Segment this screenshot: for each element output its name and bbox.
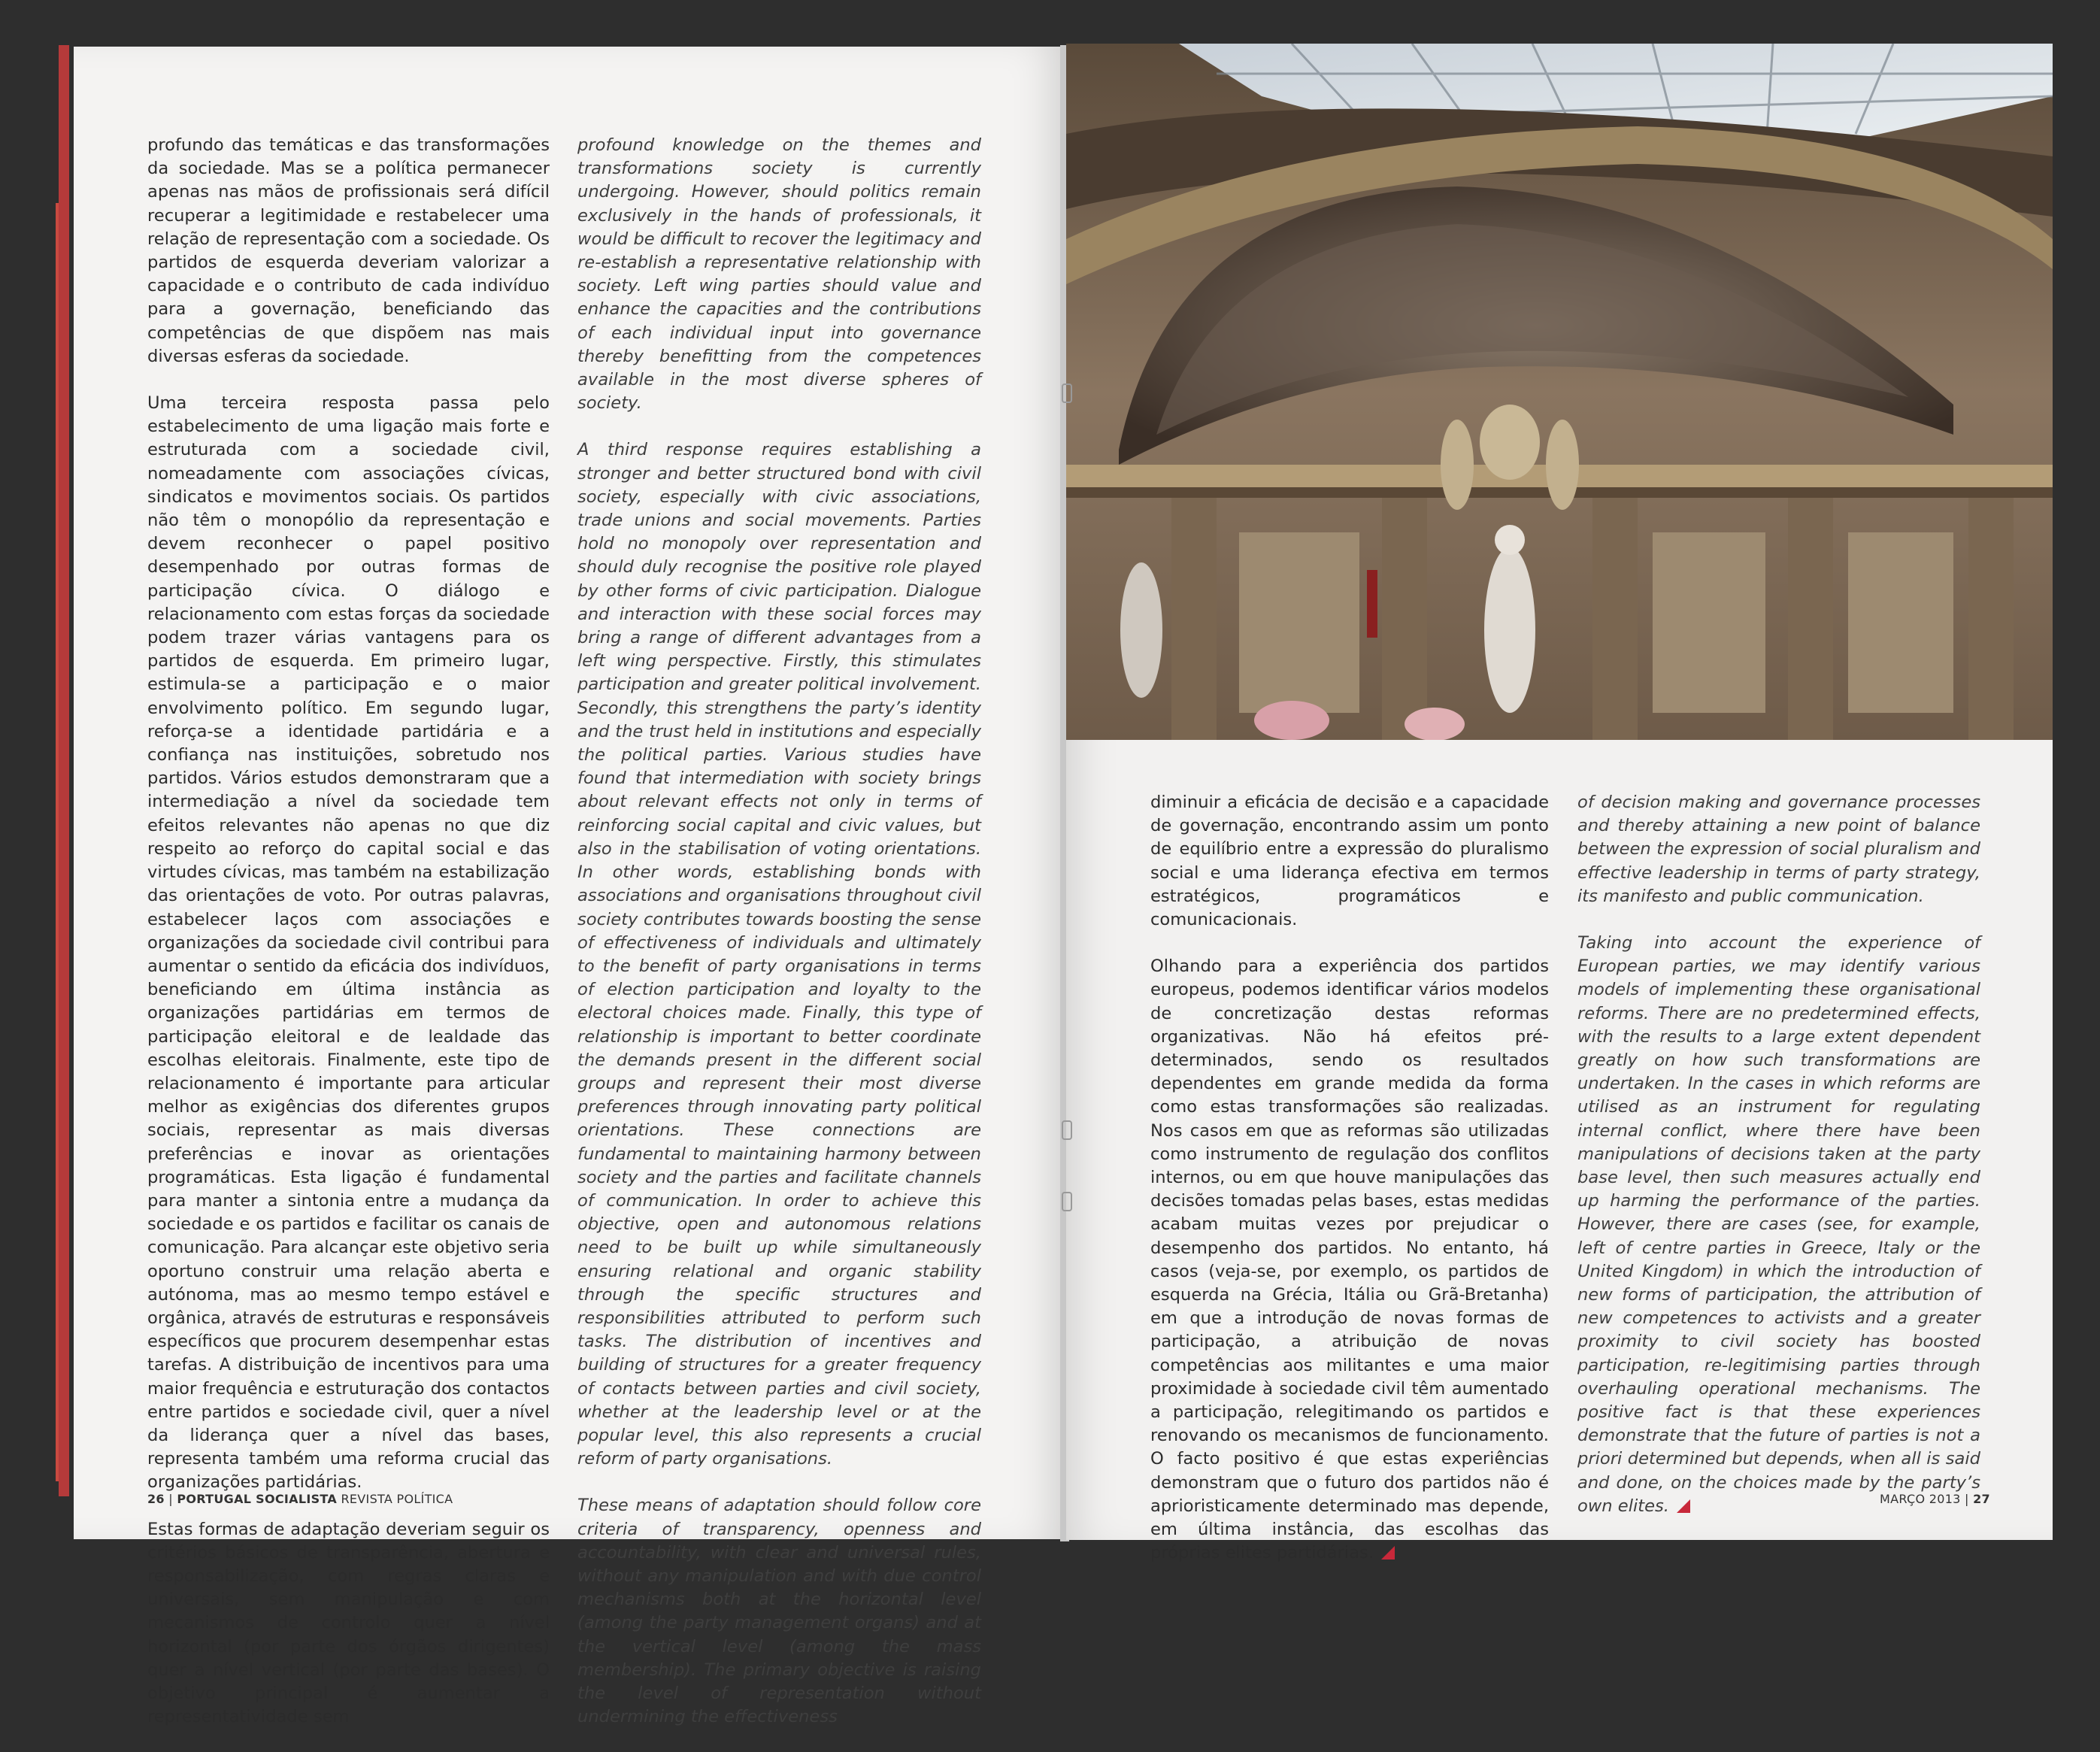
footer-right: MARÇO 2013 | 27 [1880, 1492, 1990, 1506]
publication-title: PORTUGAL SOCIALISTA [177, 1492, 338, 1506]
paragraph-text: Olhando para a experiência dos partidos europeus, podemos identificar vários modelos de concretização destas reformas organizativas. Não há efeitos pré-determinados, sendo os resultados dependentes em grande medida da forma como estas transformações são realizadas. Nos casos em que as reformas são utilizadas como instrumento de regulação dos conflitos internos, ou em que houve manipulações das decisões tomadas pelas bases, estas medidas acabam muitas vezes por prejudicar o desempenho dos partidos. No entanto, há casos (veja-se, por exemplo, os partidos de esquerda na Grécia, Itália ou Grã-Bretanha) em que a introdução de novas formas de participação, a atribuição de novas competências aos militantes e uma maior proximidade à sociedade civil têm aumentado a participação, relegitimando os partidos e renovando os mecanismos de funcionamento. O facto positivo é que estas experiências demonstram que o futuro dos partidos não é aprioristicamente determinado mas depende, em última instância, das escolhas das próprias elites partidárias. [1150, 956, 1549, 1563]
footer-left: 26 | PORTUGAL SOCIALISTA REVISTA POLÍTICA [147, 1492, 453, 1506]
paragraph: of decision making and governance processes and thereby attaining a new point of balance between the expression of social pluralism and effective leadership in terms of party strategy, its manifesto and public communication. [1577, 793, 1980, 906]
article-column-portuguese-right [1150, 791, 1549, 1589]
end-mark-icon [1677, 1499, 1690, 1513]
paragraph: profundo das temáticas e das transformações da sociedade. Mas se a política permanecer apenas nas mãos de profissionais será difícil recuperar a legitimidade e restabelecer uma relação de representação com a sociedade. Os partidos de esquerda deveriam valorizar a capacidade e o contributo de cada indivíduo para a governação, beneficiando das competências de que dispõem nas mais diversas esferas da sociedade. [147, 135, 550, 366]
paragraph: diminuir a eficácia de decisão e a capacidade de governação, encontrando assim um ponto de equilíbrio entre a expressão do pluralismo social e uma liderança efectiva em termos estratégicos, programáticos e comunicacionais. [1150, 793, 1549, 930]
paragraph: These means of adaptation should follow core criteria of transparency, openness and accountability, with clear and universal rules, without any manipulation and with due control mechanisms both at the horizontal level (among the party management organs) and at the vertical level (among the mass membership). The primary objective is raising the level of representation without undermining the effectiveness [577, 1496, 981, 1727]
binding-staple [1062, 383, 1072, 403]
paragraph: Estas formas de adaptação deveriam seguir os critérios básicos de transparência, abertura e responsabilização, com regras claras e universais, sem manipulação e com mecanismos de controlo quer a nível horizontal (por parte dos órgãos dirigentes) quer a nível vertical (por parte das bases). O objetivo principal é aumentar a representatividade sem [147, 1519, 550, 1727]
article-column-portuguese-left [147, 134, 550, 1752]
paragraph: profound knowledge on the themes and transformations society is currently undergoing. However, should politics remain exclusively in the hands of professionals, it would be difficult to recover the legitimacy and re-establish a representative relationship with society. Left wing parties should value and enhance the capacities and the contributions of each individual input into governance thereby benefitting from the competences available in the most diverse spheres of society. [577, 135, 981, 414]
paragraph [1577, 932, 1980, 1518]
page-number: 26 [147, 1492, 165, 1506]
paragraph [1150, 955, 1549, 1565]
article-column-english-left [577, 134, 981, 1752]
binding-staple [1062, 1120, 1072, 1140]
paragraph: A third response requires establishing a stronger and better structured bond with civil society, especially with civic associations, trade unions and social movements. Parties hold no monopoly over representation and should duly recognise the positive role played by other forms of civic participation. Dialogue and interaction with these social forces may bring a range of different advantages from a left wing perspective. Firstly, this stimulates participation and greater political involvement. Secondly, this strengthens the party’s identity and the trust held in institutions and especially the political parties. Various studies have found that intermediation with society brings about relevant effects not only in terms of reinforcing social capital and civic values, but also in the stabilisation of voting orientations. In other words, establishing bonds with associations and organisations throughout civil society contributes towards boosting the sense of effectiveness of individuals and ultimately to the benefit of party organisations in terms of election participation and loyalty to the electoral choices made. Finally, this type of relationship is important to better coordinate the demands present in the different social groups and represent their most diverse preferences through innovating party political orientations. These connections are fundamental to maintaining harmony between society and the parties and facilitate channels of communication. In order to achieve this objective, open and autonomous relations need to be built up while simultaneously ensuring relational and organic stability through the specific structures and responsibilities attributed to perform such tasks. The distribution of incentives and building of structures for a greater frequency of contacts between parties and civil society, whether at the leadership level or at the popular level, this also represents a crucial reform of party organisations. [577, 440, 981, 1469]
parliament-hall-photo [1066, 44, 2053, 740]
page-number: 27 [1973, 1492, 1990, 1506]
page-edge [59, 45, 69, 1496]
publication-subtitle: REVISTA POLÍTICA [341, 1492, 453, 1506]
paragraph: Uma terceira resposta passa pelo estabelecimento de uma ligação mais forte e estruturada com a sociedade civil, nomeadamente com associações cívicas, sindicatos e movimentos sociais. Os partidos não têm o monopólio da representação e devem reconhecer o papel positivo desempenhado por outras formas de participação cívica. O diálogo e relacionamento com estas forças da sociedade podem trazer várias vantagens para os partidos de esquerda. Em primeiro lugar, estimula-se a participação e o maior envolvimento político. Em segundo lugar, reforça-se a identidade partidária e a confiança nas instituições, sobretudo nos partidos. Vários estudos demonstraram que a intermediação a nível da sociedade tem efeitos relevantes não apenas no que diz respeito ao reforço do capital social e das virtudes cívicas, mas também na estabilização das orientações de voto. Por outras palavras, estabelecer laços com associações e organizações da sociedade civil contribui para aumentar o sentido da eficácia dos indivíduos, beneficiando em última instância as organizações partidárias em termos de participação eleitoral e de lealdade das escolhas eleitorais. Finalmente, este tipo de relacionamento é importante para articular melhor as exigências dos diferentes grupos sociais, representar as mais diversas preferências e inovar as orientações programáticas. Esta ligação é fundamental para manter a sintonia entre a mudança da sociedade e os partidos e facilitar os canais de comunicação. Para alcançar este objetivo seria oportuno construir uma relação aberta e autónoma, mas ao mesmo tempo estável e orgânica, através de estruturas e responsáveis específicos que procurem desempenhar estas tarefas. A distribuição de incentivos para uma maior frequência e estruturação dos contactos entre partidos e sociedade civil, quer a nível da liderança quer a nível das bases, representa também uma reforma crucial das organizações partidárias. [147, 393, 550, 1493]
issue-date: MARÇO 2013 [1880, 1492, 1961, 1506]
article-column-english-right [1577, 791, 1980, 1541]
end-mark-icon [1381, 1546, 1395, 1560]
paragraph-text: Taking into account the experience of European parties, we may identify various models of implementing these organisational reforms. There are no predetermined effects, with the results to a large extent dependent greatly on how such transformations are undertaken. In the cases in which reforms are utilised as an instrument for regulating internal conflict, where there have been manipulations of decisions taken at the party base level, then such measures actually end up harming the performance of the parties. However, there are cases (see, for example, left of centre parties in Greece, Italy or the United Kingdom) in which the introduction of new forms of participation, the attribution of new competences to activists and a greater proximity to civil society has boosted participation, re-legitimising parties through overhauling operational mechanisms. The positive fact is that these experiences demonstrate that the future of parties is not a priori determined but depends, when all is said and done, on the choices made by the party’s own elites. [1577, 933, 1980, 1516]
binding-staple [1062, 1192, 1072, 1211]
